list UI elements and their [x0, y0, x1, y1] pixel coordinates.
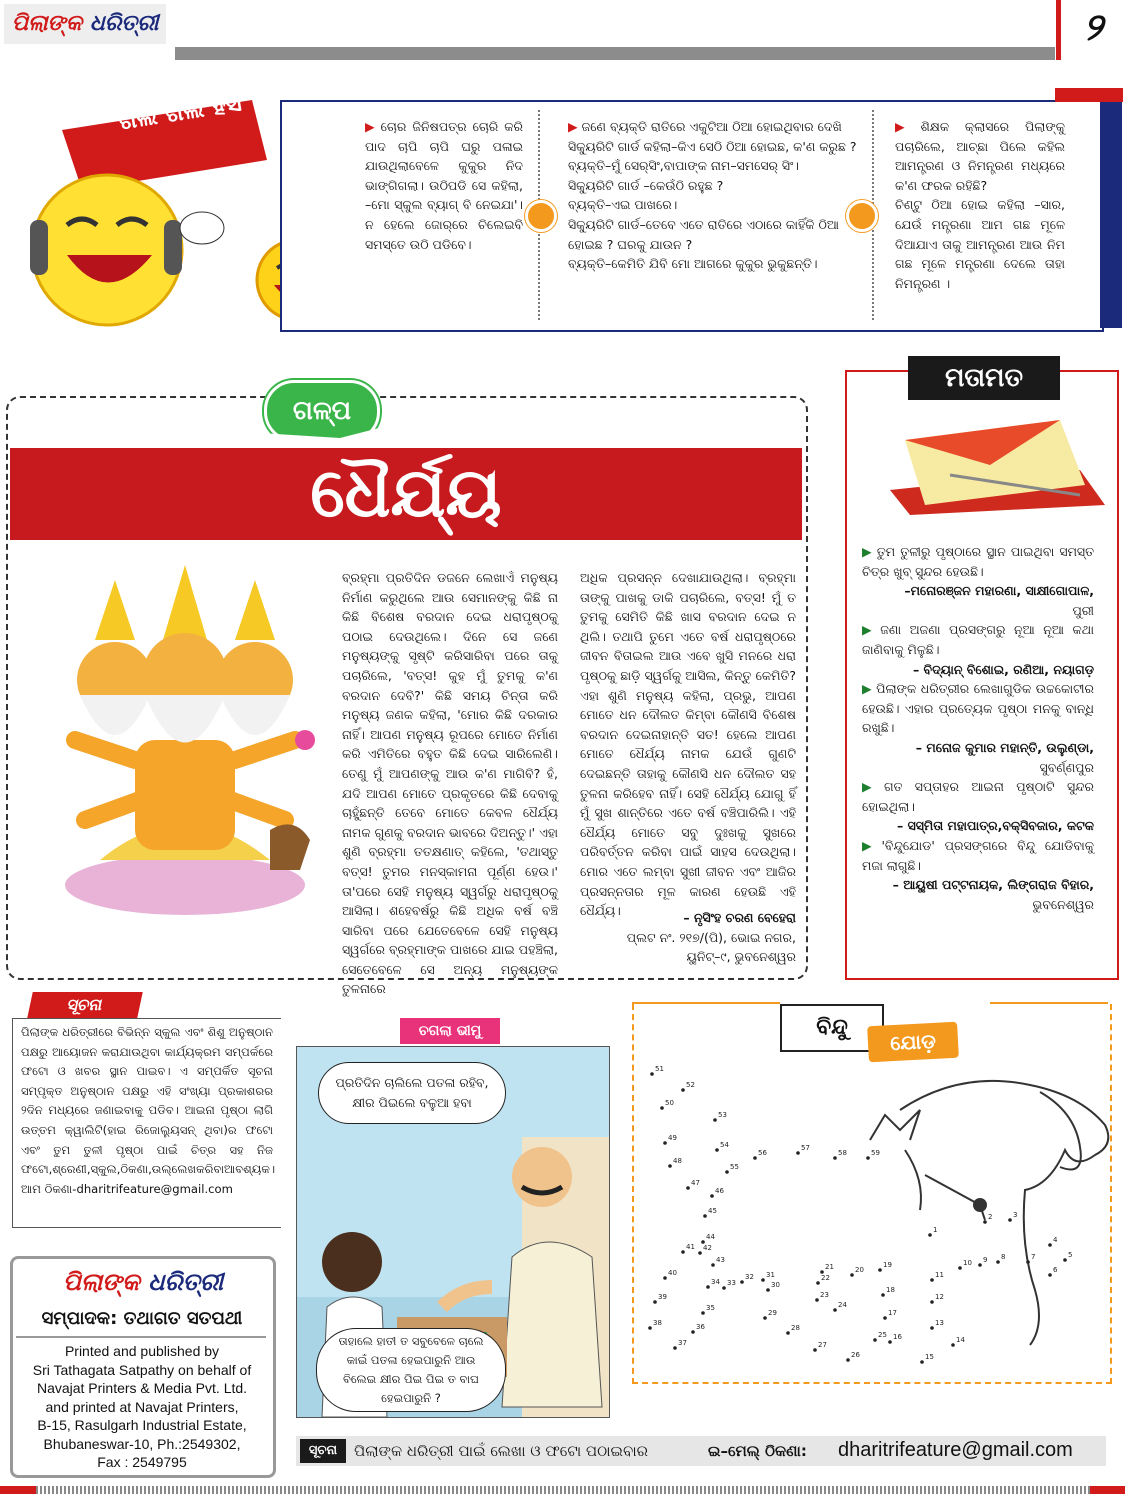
puzzle-dot-number: 57: [801, 1144, 810, 1152]
puzzle-dot: [883, 1316, 887, 1320]
puzzle-dot-number: 44: [706, 1233, 715, 1241]
puzzle-dot-number: 35: [706, 1304, 715, 1312]
puzzle-dot-number: 36: [696, 1323, 705, 1331]
puzzle-dot-number: 17: [888, 1309, 897, 1317]
puzzle-dot-number: 23: [820, 1291, 829, 1299]
puzzle-dot: [1048, 1243, 1052, 1247]
puzzle-dot-number: 55: [730, 1163, 739, 1171]
notice-text: ପିଲାଙ୍କ ଧରିତ୍ରୀରେ ବିଭିନ୍ନ ସ୍କୁଲ ଏବଂ ଶିଶୁ ଅନୁଷ୍ଠାନ ପକ୍ଷରୁ ଆୟୋଜନ କରାଯାଉଥିବା କାର୍ଯ୍ୟକ୍ରମ ସମ୍ପର୍କରେ ଫଟୋ ଓ ଖବର ସ୍ଥାନ ପାଇବ। ଏ ସମ୍ପର୍କିତ ସୂଚନା ସମ୍ପୃକ୍ତ ଅନୁଷ୍ଠାନ ପକ୍ଷରୁ ଏହି ସଂଖ୍ୟା ପ୍ରକାଶରର ୨ଦିନ ମଧ୍ୟରେ ଜଣାଇବାକୁ ପଡିବ। ଆଇନା ପୃଷ୍ଠା ଲାଗି ଉତ୍ତମ କ୍ୱାଲିଟି(ହାଇ ରିଜୋଲ୍ୟୁସନ୍ ଥିବା)ର ଫଟୋ ଏବଂ ତୁମ ତୁଳୀ ପୃଷ୍ଠା ପାଇଁ ଚିତ୍ର ସହ ନିଜ ଫଟୋ,ଶ୍ରେଣୀ,ସ୍କୁଲ,ଠିକଣା,ଉଲ୍ଲେଖକରିବାଆବଶ୍ୟକ।: [21, 1025, 276, 1177]
imprint-line: B-15, Rasulgarh Industrial Estate,: [37, 1417, 247, 1433]
puzzle-dot: [650, 1072, 654, 1076]
opinion-item: ▶ ଜଣା ଅଜଣା ପ୍ରସଙ୍ଗରୁ ନୂଆ ନୂଆ କଥା ଜାଣିବାକୁ ମିଳୁଛି। – ବିଦ୍ୟାନ୍ ବିଶୋଇ, ରଣିଆ, ନୟାଗଡ଼: [862, 620, 1094, 679]
opinion-place: ପୁରୀ: [1072, 602, 1094, 618]
puzzle-dot: [1048, 1273, 1052, 1277]
puzzle-dot-number: 25: [878, 1331, 887, 1339]
puzzle-dot-number: 48: [673, 1157, 682, 1165]
puzzle-dot-number: 13: [935, 1319, 944, 1327]
imprint-editor: ସମ୍ପାଦକ: ତଥାଗତ ସତପଥୀ: [41, 1308, 243, 1329]
puzzle-dot-number: 10: [963, 1259, 972, 1267]
imprint-line: Bhubaneswar-10, Ph.:2549302,: [43, 1435, 241, 1452]
puzzle-dot-number: 6: [1053, 1266, 1058, 1274]
puzzle-dot: [873, 1338, 877, 1342]
puzzle-dot-number: 45: [708, 1207, 717, 1215]
puzzle-dot-number: 49: [668, 1134, 677, 1142]
dots-title-part1: ବିନ୍ଦୁ: [780, 1004, 884, 1052]
bullet-icon: ▶: [365, 119, 377, 134]
puzzle-dot-number: 3: [1013, 1211, 1018, 1219]
joke-2-line: ବ୍ୟକ୍ତି–ମୁଁ ସେର୍‌ସିଂ,ବାପାଙ୍କ ନାମ–ସମସେର୍ ସିଂ।: [568, 158, 799, 174]
logo-part1: ପିଲାଙ୍କ: [62, 1268, 140, 1296]
puzzle-dot: [833, 1156, 837, 1160]
puzzle-dot: [725, 1170, 729, 1174]
jokes-banner: ଖିଲି ଖିଲି ହସ: [116, 88, 244, 136]
author-address: ପ୍ଲଟ ନଂ. ୨୧୭/(ପି), ଭୋଇ ନଗର,: [626, 929, 796, 945]
puzzle-dot: [761, 1278, 765, 1282]
puzzle-dot-number: 16: [893, 1333, 902, 1341]
puzzle-dot-number: 51: [655, 1065, 664, 1073]
puzzle-dot: [996, 1260, 1000, 1264]
puzzle-dot-number: 22: [821, 1274, 830, 1282]
joke-2-line: ବ୍ୟକ୍ତି–ଏଇ ପାଖରେ।: [568, 197, 678, 213]
puzzle-dot: [660, 1106, 664, 1110]
speech-text: ତାହାଲେ ହାତୀ ତ ସବୁବେଳେ ଚାଲେ କାଇଁ ପତଳା ହେଇପାରୁନି ଆଉ ବିଲେଇ କ୍ଷୀର ପିଇ ପିଇ ତ ବାଘ ହେଇପାରୁନି ?: [338, 1334, 484, 1405]
bottom-rule-red-left: [0, 1486, 36, 1494]
puzzle-dot-number: 20: [855, 1266, 864, 1274]
puzzle-dot-number: 58: [838, 1149, 847, 1157]
joke-3-line: ▶ ଶିକ୍ଷକ କ୍ଲାସରେ ପିଲାଙ୍କୁ ପଚାରିଲେ, ଆଚ୍ଛା ପିଲେ କହିଲ ଆମନ୍ତ୍ରଣ ଓ ନିମନ୍ତ୍ରଣ ମଧ୍ୟରେ କ'ଣ ଫରକ ରହିଛି?: [895, 119, 1065, 193]
puzzle-dot-number: 52: [686, 1081, 695, 1089]
puzzle-dot-number: 12: [935, 1293, 944, 1301]
story-paragraph: ଅଧିକ ପ୍ରସନ୍ନ ଦେଖାଯାଉଥିଲା। ବ୍ରହ୍ମା ତାଙ୍କୁ ପାଖକୁ ଡାକି ପଚାରିଲେ, ବତ୍ସ! ମୁଁ ତ ତୁମକୁ ସେମିତି କିଛି ଖାସ ବରଦାନ ଦେଇ ନ ଥିଲି। ତଥାପି ତୁମେ ଏତେ ବର୍ଷ ଧରାପୃଷ୍ଠରେ ଜୀବନ ବିତାଇଲ ଆଉ ଏବେ ଖୁସି ମନରେ ଧରା ପୃଷ୍ଠକୁ ଛାଡ଼ି ସ୍ୱର୍ଗକୁ ଆସିଲ, କିନ୍ତୁ କେମିତି? ଏହା ଶୁଣି ମନୁଷ୍ୟ କହିଲା, ପ୍ରଭୁ, ଆପଣ ମୋତେ ଧନ ଦୌଲତ କିମ୍ବା କୌଣସି ବିଶେଷ ବରଦାନ ଦେଇନାହାନ୍ତି ସତ! ହେଲେ ଆପଣ ମୋତେ ଧୈର୍ଯ୍ୟ ନାମକ ଯେଉଁ ଗୁଣଟି ଦେଇଛନ୍ତି ତାହାକୁ କୌଣସି ଧନ ଦୌଲତ ସହ ତୁଳନା କରିହେବ ନାହିଁ। ସେହି ଧୈର୍ଯ୍ୟ ଯୋଗୁ ହିଁ ମୁଁ ସୁଖ ଶାନ୍ତିରେ ଏତେ ବର୍ଷ ବଞ୍ଚିପାରିଲି। ଏହି ଧୈର୍ଯ୍ୟ ମୋତେ ସବୁ ଦୁଃଖକୁ ସୁଖରେ ପରିବର୍ତ୍ତନ କରିବା ପାଇଁ ସାହସ ଦେଉଥିଲା। ମୋର ଏତେ ଲମ୍ବା ସୁଖୀ ଜୀବନ ଏବଂ ଆଜିର ପ୍ରସନ୍ନତାର ମୂଳ କାରଣ ହେଉଛି ଏହି ଧୈର୍ଯ୍ୟ।: [580, 570, 796, 919]
puzzle-dot: [706, 1285, 710, 1289]
puzzle-dot-number: 4: [1053, 1236, 1058, 1244]
puzzle-dot-number: 34: [711, 1278, 720, 1286]
puzzle-dot: [930, 1278, 934, 1282]
joke-1: ▶ ଚୋର ଜିନିଷପତ୍ର ଚୋରି କରି ପାଦ ଚାପି ଚାପି ଘରୁ ପଳାଇ ଯାଉଥିଲାବେଳେ କୁକୁର ନିଦ ଭାଙ୍ଗିଗଲା। ଉଠିପଡି ସେ କହିଲା, –ମୋ ସ୍କୁଲ ବ୍ୟାଗ୍ ବି ନେଇଯା'। ନ ହେଲେ ଜୋର୍‌ରେ ଚିଲେଇବି ସମସ୍ତେ ଉଠି ପଡିବେ।: [365, 119, 523, 252]
puzzle-dot-number: 1: [933, 1226, 938, 1234]
puzzle-dot: [715, 1148, 719, 1152]
puzzle-dot: [766, 1288, 770, 1292]
puzzle-dot: [983, 1220, 987, 1224]
puzzle-dot: [701, 1311, 705, 1315]
imprint-line: Sri Tathagata Satpathy on behalf of: [32, 1361, 252, 1378]
story-badge: ଗଳ୍ପ: [264, 380, 380, 442]
puzzle-dot-number: 56: [758, 1149, 767, 1157]
puzzle-dot: [833, 1308, 837, 1312]
puzzle-dot: [653, 1300, 657, 1304]
puzzle-dot: [681, 1088, 685, 1092]
logo-part2: ଧରିତ୍ରୀ: [148, 1268, 224, 1296]
imprint-line: and printed at Navajat Printers,: [45, 1398, 239, 1415]
puzzle-dot: [920, 1360, 924, 1364]
puzzle-dot: [703, 1214, 707, 1218]
puzzle-dot-number: 27: [818, 1341, 827, 1349]
puzzle-dot-number: 9: [983, 1256, 988, 1264]
puzzle-dot-number: 41: [686, 1243, 695, 1251]
puzzle-dot-number: 43: [716, 1256, 725, 1264]
imprint-line: Fax : 2549795: [97, 1454, 187, 1470]
puzzle-dot: [681, 1250, 685, 1254]
footer-label: ସୂଚନା: [300, 1439, 346, 1463]
puzzle-dot: [1008, 1218, 1012, 1222]
puzzle-dot: [698, 1251, 702, 1255]
puzzle-dot-number: 26: [851, 1351, 860, 1359]
puzzle-dot-number: 37: [678, 1339, 687, 1347]
puzzle-dot: [668, 1164, 672, 1168]
puzzle-dot-number: 24: [838, 1301, 847, 1309]
puzzle-dot: [722, 1286, 726, 1290]
opinion-item: ▶ ପିଲାଙ୍କ ଧରିତ୍ରୀର ଲେଖାଗୁଡିକ ଉଚ୍ଚକୋଟୀର ହେଉଛି। ଏହାର ପ୍ରତ୍ୟେକ ପୃଷ୍ଠା ମନକୁ ବାନ୍ଧି ରଖୁଛି। – ମନୋଜ କୁମାର ମହାନ୍ତି, ଉଲୁଣ୍ଡା, ସୁବର୍ଣ୍ଣପୁର: [862, 679, 1094, 777]
puzzle-dot-number: 2: [988, 1213, 993, 1221]
puzzle-dot: [930, 1326, 934, 1330]
puzzle-dot: [740, 1280, 744, 1284]
puzzle-dot: [686, 1186, 690, 1190]
puzzle-dot-number: 15: [925, 1353, 934, 1361]
joke-3-line: ଚିଣ୍ଟୁ ଠିଆ ହୋଇ କହିଲା –ସାର, ଯେଉଁ ମନ୍ତ୍ରଣା ଆମ ଗଛ ମୂଳେ ଦିଆଯାଏ ତାକୁ ଆମନ୍ତ୍ରଣ ଆଉ ନିମ ଗଛ ମୂଳେ ମନ୍ତ୍ରଣା ଦେଲେ ତାହା ନିମନ୍ତ୍ରଣ ।: [895, 197, 1065, 291]
author-address: ୟୁନିଟ୍–୯, ଭୁବନେଶ୍ୱର: [686, 949, 796, 965]
puzzle-dot: [878, 1268, 882, 1272]
opinions-title: ମତାମତ: [908, 356, 1060, 400]
puzzle-dot: [673, 1346, 677, 1350]
puzzle-dot-number: 29: [768, 1309, 777, 1317]
opinion-item: ▶ ତୁମ ତୁଳୀରୁ ପୃଷ୍ଠାରେ ସ୍ଥାନ ପାଇଥିବା ସମସ୍ତ ଚିତ୍ର ଖୁବ୍ ସୁନ୍ଦର ହେଉଛି। –ମନୋରଞ୍ଜନ ମହାରଣା, ସାକ୍ଷୀଗୋପାଳ, ପୁରୀ: [862, 542, 1094, 620]
opinion-author: –ମନୋରଞ୍ଜନ ମହାରଣା, ସାକ୍ଷୀଗୋପାଳ,: [904, 583, 1094, 599]
joke-2-line: ସିକ୍ୟୁରିଟି ଗାର୍ଡ –କେଉଁଠି ରହୁଛ ?: [568, 177, 724, 193]
dots-layer: [648, 1065, 1072, 1364]
puzzle-dot-number: 38: [653, 1319, 662, 1327]
puzzle-dot: [881, 1293, 885, 1297]
opinion-author: – ମନୋଜ କୁମାର ମହାନ୍ତି, ଉଲୁଣ୍ଡା,: [915, 739, 1094, 755]
bottom-rule: [0, 1486, 1125, 1494]
puzzle-dot-number: 30: [771, 1281, 780, 1289]
puzzle-dot: [951, 1343, 955, 1347]
notice-email: ଆମ ଠିକଣା-dharitrifeature@gmail.com: [21, 1181, 233, 1196]
puzzle-dot: [1026, 1260, 1030, 1264]
puzzle-dot: [711, 1263, 715, 1267]
logo-part2: ଧରିତ୍ରୀ: [89, 11, 159, 36]
puzzle-dot-number: 53: [718, 1111, 727, 1119]
joke-2-line: ▶ ଜଣେ ବ୍ୟକ୍ତି ରାତିରେ ଏକୁଟିଆ ଠିଆ ହୋଇଥିବାର ଦେଖି ସିକ୍ୟୁରିଟି ଗାର୍ଡ କହିଲା–କିଏ ସେଠି ଠିଆ ହୋଇଛ, କ'ଣ କରୁଛ ?: [568, 119, 857, 154]
puzzle-dot-number: 21: [825, 1263, 834, 1271]
story-title: ଧୈର୍ଯ୍ୟ: [310, 454, 502, 533]
footer-email[interactable]: dharitrifeature@gmail.com: [838, 1439, 1073, 1461]
puzzle-dot: [813, 1348, 817, 1352]
speech-text: ପ୍ରତିଦିନ ଚାଲିଲେ ପତଳା ରହିବ, କ୍ଷୀର ପିଇଲେ ବଳୁଆ ହବା: [335, 1075, 489, 1110]
puzzle-dot: [816, 1281, 820, 1285]
puzzle-dot: [930, 1300, 934, 1304]
puzzle-dot-number: 14: [956, 1336, 965, 1344]
puzzle-dot: [663, 1141, 667, 1145]
page-number: ୨: [1083, 5, 1103, 49]
puzzle-dot: [701, 1240, 705, 1244]
puzzle-dot-number: 8: [1001, 1253, 1006, 1261]
puzzle-dot: [763, 1316, 767, 1320]
opinion-author: – ସସ୍ମିତା ମହାପାତ୍ର,ବକ୍ସିବଜାର, କଟକ: [896, 818, 1094, 834]
puzzle-dot: [928, 1233, 932, 1237]
opinion-item: ▶ ଗତ ସପ୍ତାହର ଆଇନା ପୃଷ୍ଠାଟି ସୁନ୍ଦର ହୋଇଥିଲା। – ସସ୍ମିତା ମହାପାତ୍ର,ବକ୍ସିବଜାର, କଟକ: [862, 777, 1094, 836]
notice-title: ସୂଚନା: [27, 992, 143, 1018]
puzzle-dot: [815, 1298, 819, 1302]
opinion-author: – ଆୟୁଷୀ ପଟ୍ଟନାୟକ, ଲିଙ୍ଗରାଜ ବିହାର,: [892, 877, 1094, 893]
puzzle-dot: [710, 1194, 714, 1198]
puzzle-dot-number: 54: [720, 1141, 729, 1149]
puzzle-dot-number: 32: [745, 1273, 754, 1281]
bottom-rule-red-right: [1090, 1486, 1125, 1494]
puzzle-dot: [663, 1276, 667, 1280]
opinion-place: ସୁବର୍ଣ୍ଣପୁର: [1039, 759, 1094, 775]
puzzle-dot-number: 18: [886, 1286, 895, 1294]
joke-2-line: ବ୍ୟକ୍ତି–କେମିତି ଯିବି ମୋ ଆଗରେ କୁକୁର ଭୁକୁଛନ୍ତି।: [568, 256, 818, 272]
dots-title-part2: ଯୋଡ଼: [867, 1022, 959, 1063]
logo-part1: ପିଲାଙ୍କ: [11, 11, 83, 36]
puzzle-dot: [713, 1118, 717, 1122]
opinion-place: ଭୁବନେଶ୍ୱର: [1032, 896, 1094, 912]
puzzle-dot-number: 50: [665, 1099, 674, 1107]
puzzle-dot-number: 59: [871, 1149, 880, 1157]
puzzle-dot: [1063, 1258, 1067, 1262]
puzzle-dot-number: 7: [1031, 1253, 1036, 1261]
puzzle-dot-number: 19: [883, 1261, 892, 1269]
puzzle-dot: [958, 1266, 962, 1270]
imprint-line: Printed and published by: [64, 1343, 220, 1359]
puzzle-dot-number: 5: [1068, 1251, 1073, 1259]
cartoon-title: ଚଗଲା ଭୀମୁ: [400, 1018, 500, 1044]
puzzle-dot-number: 28: [791, 1324, 800, 1332]
puzzle-dot: [978, 1263, 982, 1267]
joke-2-line: ସିକ୍ୟୁରିଟି ଗାର୍ଡ–ତେବେ ଏତେ ରାତିରେ ଏଠାରେ କାହିଁକି ଠିଆ ହୋଇଛ ? ଘରକୁ ଯାଉନ ?: [568, 216, 839, 252]
puzzle-dot-number: 42: [703, 1244, 712, 1252]
imprint-line: Navajat Printers & Media Pvt. Ltd.: [36, 1380, 248, 1396]
puzzle-dot: [648, 1326, 652, 1330]
puzzle-dot: [786, 1331, 790, 1335]
puzzle-dot-number: 46: [715, 1187, 724, 1195]
puzzle-dot-number: 31: [766, 1271, 775, 1279]
puzzle-dot: [866, 1156, 870, 1160]
story-paragraph: ବ୍ରହ୍ମା ପ୍ରତିଦିନ ଡଜନେ ଲେଖାଏଁ ମନୁଷ୍ୟ ନିର୍ମାଣ କରୁଥିଲେ ଆଉ ସେମାନଙ୍କୁ କିଛି ନା କିଛି ବିଶେଷ ବରଦାନ ଦେଇ ଧରାପୃଷ୍ଠକୁ ପଠାଇ ଦେଉଥିଲେ। ଦିନେ ସେ ଜଣେ ମନୁଷ୍ୟଙ୍କୁ ସୃଷ୍ଟି କରିସାରିବା ପରେ ତାକୁ ପଚାରିଲେ, 'ବତ୍ସ! କୁହ ମୁଁ ତୁମକୁ କ'ଣ ବରଦାନ ଦେବି?' କିଛି ସମୟ ଚିନ୍ତା କରି ମନୁଷ୍ୟ ଜଣକ କହିଲା, 'ମୋର କିଛି ଦରକାର ନାହିଁ। ଆପଣ ମନୁଷ୍ୟ ରୂପରେ ମୋତେ ନିର୍ମାଣ କରି ଏମିତିରେ ବହୁତ କିଛି ଦେଇ ସାରିଲେଣି। ତେଣୁ ମୁଁ ଆପଣଙ୍କୁ ଆଉ କ'ଣ ମାଗିବି? ହଁ, ଯଦି ଆପଣ ମୋତେ ପ୍ରକୃତରେ କିଛି ଦେବାକୁ ଚାହୁଁଛନ୍ତି ତେବେ ମୋତେ କେବଳ ଧୈର୍ଯ୍ୟ ନାମକ ଗୁଣକୁ ବରଦାନ ଭାବରେ ଦିଅନ୍ତୁ।' ଏହା ଶୁଣି ବ୍ରହ୍ମା ତତକ୍ଷଣାତ୍ କହିଲେ, 'ତଥାସ୍ତୁ ବତ୍ସ! ତୁମର ମନସ୍କାମନା ପୂର୍ଣ୍ଣ ହେଉ।' ତା'ପରେ ସେହି ମନୁଷ୍ୟ ସ୍ୱର୍ଗରୁ ଧରାପୃଷ୍ଠକୁ ଆସିଲା। ଶହେବର୍ଷରୁ କିଛି ଅଧିକ ବର୍ଷ ବଞ୍ଚି ସାରିବା ପରେ ଯେତେବେଳେ ସେହି ମନୁଷ୍ୟ ସ୍ୱର୍ଗରେ ବ୍ରହ୍ମାଙ୍କ ପାଖରେ ଯାଇ ପହଞ୍ଚିଲା, ସେତେବେଳେ ସେ ଅନ୍ୟ ମନୁଷ୍ୟଙ୍କ ତୁଳନାରେ: [342, 570, 558, 997]
footer-email-label: ଇ–ମେଲ୍ ଠିକଣା:: [708, 1442, 807, 1460]
puzzle-dot: [796, 1151, 800, 1155]
footer-text: ପିଲାଙ୍କ ଧରିତ୍ରୀ ପାଇଁ ଲେଖା ଓ ଫଟୋ ପଠାଇବାର: [354, 1442, 649, 1460]
puzzle-dot: [846, 1358, 850, 1362]
puzzle-dot: [691, 1330, 695, 1334]
puzzle-dot-number: 11: [935, 1271, 944, 1279]
opinion-author: – ବିଦ୍ୟାନ୍ ବିଶୋଇ, ରଣିଆ, ନୟାଗଡ଼: [912, 661, 1094, 677]
opinion-item: ▶ 'ବିନ୍ଦୁଯୋଡ' ପ୍ରସଙ୍ଗରେ ବିନ୍ଦୁ ଯୋଡିବାକୁ ମଜା ଲାଗୁଛି। – ଆୟୁଷୀ ପଟ୍ଟନାୟକ, ଲିଙ୍ଗରାଜ ବିହାର, ଭୁବନେଶ୍ୱର: [862, 836, 1094, 914]
puzzle-dot-number: 39: [658, 1293, 667, 1301]
puzzle-dot-number: 40: [668, 1269, 677, 1277]
puzzle-dot: [850, 1273, 854, 1277]
puzzle-dot-number: 47: [691, 1179, 700, 1187]
author-name: – ନୃସିଂହ ଚରଣ ବେହେରା: [683, 910, 796, 925]
puzzle-dot: [753, 1156, 757, 1160]
puzzle-dot-number: 33: [727, 1279, 736, 1287]
puzzle-dot: [888, 1340, 892, 1344]
